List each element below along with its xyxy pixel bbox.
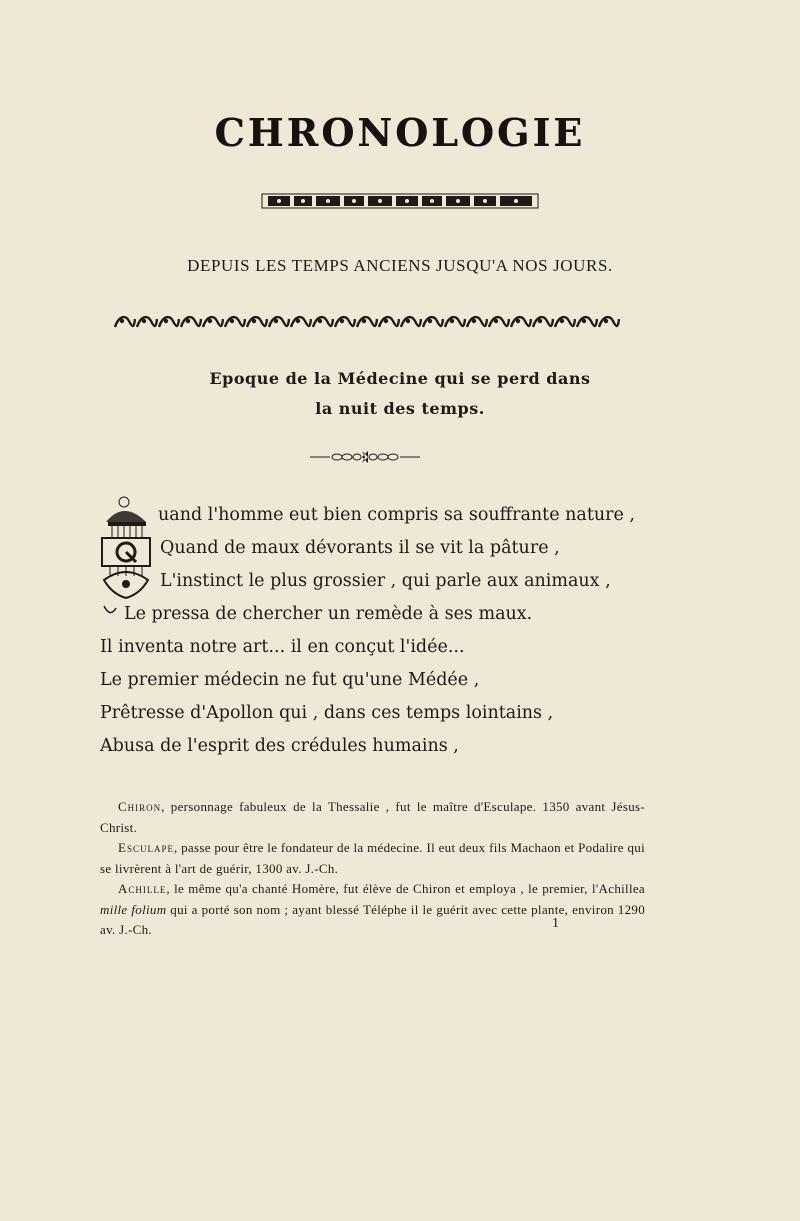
footnote-text: , le même qu'a chanté Homère, fut élève de Chiron et employa , le premier, l'Achillea [166,881,645,896]
verse-line-4: Le pressa de chercher un remède à ses maux. [124,604,533,624]
footnote-name: Achille [118,881,167,896]
footnote-italic: mille folium [100,901,167,917]
verse-line-8: Abusa de l'esprit des crédules humains , [100,736,459,756]
page-subtitle: DEPUIS LES TEMPS ANCIENS JUSQU'A NOS JOURS. [187,256,613,275]
ornamental-word-banner [260,190,540,212]
footnote-esculape [100,838,645,879]
epoch-heading-line-1: Epoque de la Médecine qui se perd dans [209,369,591,388]
epoch-heading-line-2: la nuit des temps. [315,399,485,418]
footnote-name: Chiron [118,799,162,814]
footnote-text: , personnage fabuleux de la Thessalie , fut le maître d'Esculape. 1350 avant Jésus-Christ. [100,799,645,835]
footnote-text: qui a porté son nom ; ayant blessé Téléphe il le guérit avec cette plante, environ 1290 av. J.-Ch. [100,901,645,937]
verse-line-2: Quand de maux dévorants il se vit la pâture , [160,538,560,558]
decorative-border-band [114,311,620,333]
ornamental-drop-cap-q [100,494,158,620]
footnote-achille [100,879,645,941]
verse-line-3: L'instinct le plus grossier , qui parle aux animaux , [160,571,611,591]
footnotes [100,797,645,941]
page-title: CHRONOLOGIE [0,108,800,157]
footnote-name: Esculape [118,840,174,855]
page-number: 1 [552,916,559,931]
verse-line-1: uand l'homme eut bien compris sa souffrante nature , [158,505,635,525]
verse-line-7: Prêtresse d'Apollon qui , dans ces temps lointains , [100,703,554,723]
small-ornament [310,448,420,466]
verse-line-5: Il inventa notre art... il en conçut l'idée... [100,637,465,657]
footnote-text: , passe pour être le fondateur de la médecine. Il eut deux fils Machaon et Podalire qui se livrèrent à l'art de guérir, 1300 av. J.-Ch. [100,840,645,876]
verse-line-6: Le premier médecin ne fut qu'une Médée , [100,670,480,690]
footnote-chiron [100,797,645,838]
epoch-heading [0,364,800,424]
